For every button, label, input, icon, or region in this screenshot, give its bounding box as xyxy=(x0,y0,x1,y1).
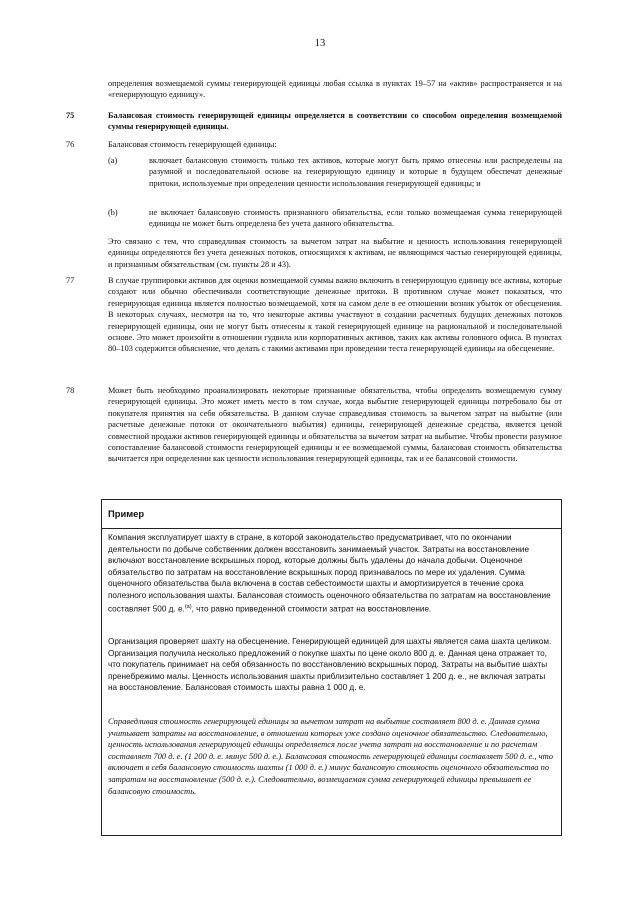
paragraph-number-77: 77 xyxy=(66,276,75,285)
list-label-b: (b) xyxy=(108,208,118,217)
example-header xyxy=(102,500,561,529)
example-title: Пример xyxy=(108,508,145,519)
paragraph-number-76: 76 xyxy=(66,140,75,149)
list-item-a: включает балансовую стоимость только тех активов, которые могут быть прямо отнесены или распределены на разумной и последовательной основе на генерирующую единицу и которые в будущем обеспечат денежные притоки, используемые при определении ценности использования генерирующей единицы; и xyxy=(149,156,562,188)
paragraph-77: В случае группировки активов для оценки возмещаемой суммы важно включить в генерирующую единицу все активы, которые создают или обычно обеспечивали соответствующие денежные притоки. В противном случае может показаться, что генерирующая единица является полностью возмещаемой, хотя на самом деле в ее отношении возник убыток от обесценения. В некоторых случаях, несмотря на то, что некоторые активы участвуют в создании расчетных будущих денежных потоков генерирующей единицы, они не могут быть отнесены к такой генерирующей единице на рациональной и последовательной основе. Это может произойти в отношении гудвила или корпоративных активов, таких как активы головного офиса. В пунктах 80–103 содержится объяснение, что делать с такими активами при проведении теста генерирующей единицы на обесценение. xyxy=(108,276,562,354)
intro-paragraph: определения возмещаемой суммы генерирующей единицы любая ссылка в пунктах 19–57 на «актив» распространяется и на «генерирующую единицу». xyxy=(108,79,562,100)
paragraph-76-continuation: Это связано с тем, что справедливая стоимость за вычетом затрат на выбытие и ценность использования генерирующей единицы определяются без учета денежных потоков, относящихся к активам, не являющимся частью генерирующей единицы, и признанным обязательствам (см. пункты 28 и 43). xyxy=(108,237,562,269)
footnote-mark[interactable]: (a) xyxy=(184,603,192,610)
paragraph-number-78: 78 xyxy=(66,386,75,395)
example-box xyxy=(101,499,562,836)
example-paragraph-1-end: , что равно приведенной стоимости затрат на восстановление. xyxy=(191,604,432,614)
paragraph-number-75: 75 xyxy=(66,111,75,120)
example-paragraph-3: Справедливая стоимость генерирующей единицы за вычетом затрат на выбытие составляет 800 д. е. Данная сумма учитывает затраты на восстановление, в отношении которых уже создано оценочное обязательство. Следовательно, ценность использования генерирующей единицы определяется после учета затрат на восстановление и по расчетам составляет 700 д. е. (1 200 д. е. минус 500 д. е.). Балансовая стоимость генерирующей единицы составляет 500 д. е., что включает в себя балансовую стоимость шахты (1 000 д. е.) минус балансовую стоимость оценочного обязательства по затратам на восстановление (500 д. е.). Следовательно, возмещаемая сумма генерирующей единицы превышает ее балансовую стоимость. xyxy=(108,716,554,796)
example-paragraph-1 xyxy=(108,532,555,615)
paragraph-78: Может быть необходимо проанализировать некоторые признанные обязательства, чтобы определить возмещаемую сумму генерирующей единицы. Это может иметь место в том случае, когда выбытие генерирующей единицы потребовало бы от покупателя принятия на себя обязательства. В данном случае справедливая стоимость за вычетом затрат на выбытие (или расчетные денежные потоки от окончательного выбытия) единицы, генерирующей денежные средства, является ценой совместной продажи активов генерирующей единицы и обязательства за вычетом затрат на выбытие. Чтобы провести разумное сопоставление балансовой стоимости генерирующей единицы и ее возмещаемой суммы, балансовая стоимость обязательства вычитается при определении как ценности использования генерирующей единицы, так и ее балансовой стоимости. xyxy=(108,386,562,464)
paragraph-76: Балансовая стоимость генерирующей единицы: xyxy=(108,140,277,149)
list-item-b: не включает балансовую стоимость признанного обязательства, если только возмещаемая сумма генерирующей единицы не может быть определена без учета данного обязательства. xyxy=(149,208,562,229)
paragraph-75: Балансовая стоимость генерирующей единицы определяется в соответствии со способом определения возмещаемой суммы генерирующей единицы. xyxy=(108,111,562,132)
list-label-a: (a) xyxy=(108,156,118,165)
page-number: 13 xyxy=(314,38,326,49)
example-paragraph-1-text: Компания эксплуатирует шахту в стране, в которой законодательство предусматривает, что по окончании деятельности по добыче собственник должен восстановить занимаемый участок. Затраты на восстановление включают восстановление вскрышных пород, которые должны быть удалены до начала добычи. Оценочное обязательство по затратам на восстановление вскрышных пород признавалось по мере их удаления. Сумма оценочного обязательства была включена в состав себестоимости шахты и амортизируется в течение срока полезного использования шахты. Балансовая стоимость оценочного обязательства по затратам на восстановление составляет 500 д. е. xyxy=(108,533,551,614)
example-paragraph-2: Организация проверяет шахту на обесценение. Генерирующей единицей для шахты является сама шахта целиком. Организация получила несколько предложений о покупке шахты по цене около 800 д. е. Данная цена отражает то, что покупатель принимает на себя обязанность по восстановлению вскрышных пород. Затраты на выбытие шахты пренебрежимо малы. Ценность использования шахты приблизительно составляет 1 200 д. е., не включая затраты на восстановление. Балансовая стоимость шахты равна 1 000 д. е. xyxy=(108,637,552,693)
